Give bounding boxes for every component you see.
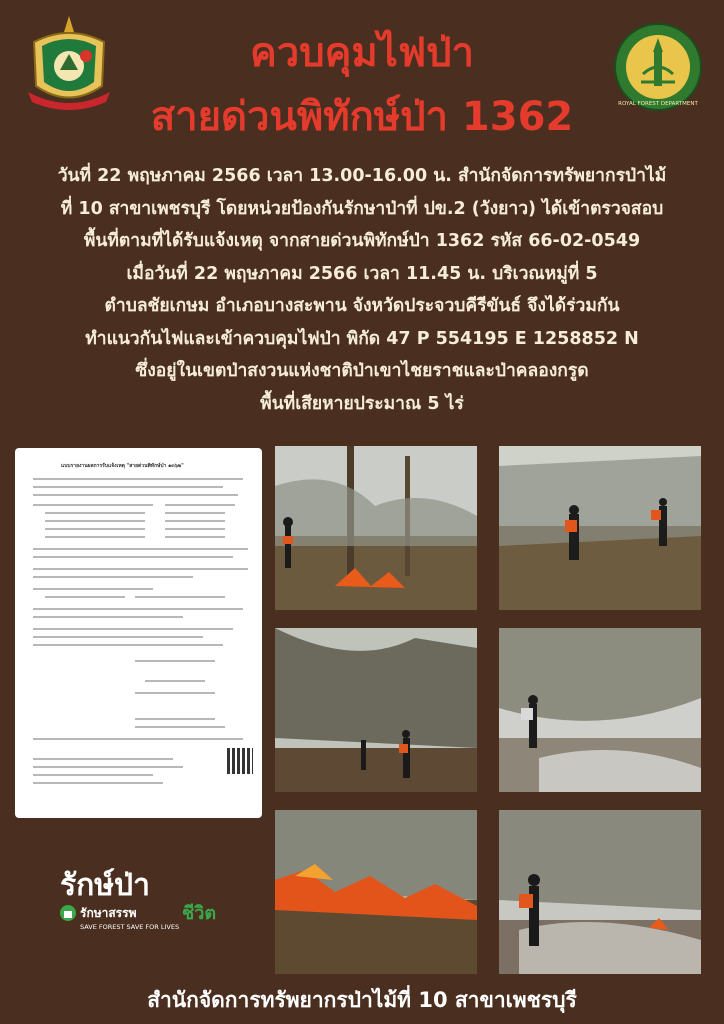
body-line: ตำบลชัยเกษม อำเภอบางสะพาน จังหวัดประจวบคีรีขันธ์ จึงได้ร่วมกัน: [104, 296, 620, 316]
report-form-heading: แบบรายงานผลการรับแจ้งเหตุ "สายด่วนพิทักษ์ป่า ๑๓๖๒": [61, 463, 184, 469]
body-line: ที่ 10 สาขาเพชรบุรี โดยหน่วยป้องกันรักษาป่าที่ ปข.2 (วังยาว) ได้เข้าตรวจสอบ: [60, 198, 664, 219]
body-line: ทำแนวกันไฟและเข้าควบคุมไฟป่า พิกัด 47 P 554195 E 1258852 N: [85, 328, 639, 349]
title-line-2: สายด่วนพิทักษ์ป่า 1362: [150, 94, 574, 140]
brand-sub-text: รักษาสรรพ: [80, 906, 137, 920]
right-logo-text: ROYAL FOREST DEPARTMENT: [618, 101, 698, 107]
report-form-document: [15, 448, 262, 818]
body-line: วันที่ 22 พฤษภาคม 2566 เวลา 13.00-16.00 น. สำนักจัดการทรัพยากรป่าไม้: [57, 166, 667, 186]
body-line: ซึ่งอยู่ในเขตป่าสงวนแห่งชาติป่าเขาไชยราชและป่าคลองกรูด: [135, 361, 589, 381]
header: [0, 0, 724, 150]
save-forest-brand-logo: [54, 855, 254, 935]
brand-slogan-text: SAVE FOREST SAVE FOR LIVES: [80, 923, 180, 931]
fire-photo-4: [499, 628, 701, 792]
title-line-1: ควบคุมไฟป่า: [249, 30, 475, 76]
footer-agency-name: สำนักจัดการทรัพยากรป่าไม้ที่ 10 สาขาเพชรบุรี: [147, 988, 577, 1012]
brand-accent-text: ชีวิต: [182, 903, 217, 924]
royal-forest-department-logo: [613, 22, 703, 112]
body-line: พื้นที่ตามที่ได้รับแจ้งเหตุ จากสายด่วนพิทักษ์ป่า 1362 รหัส 66-02-0549: [83, 231, 641, 251]
fire-photo-1: [275, 446, 477, 610]
body-line: พื้นที่เสียหายประมาณ 5 ไร่: [260, 393, 464, 414]
agency-emblem-logo: [22, 14, 116, 114]
brand-main-text: รักษ์ป่า: [60, 868, 150, 903]
body-line: เมื่อวันที่ 22 พฤษภาคม 2566 เวลา 11.45 น. บริเวณหมู่ที่ 5: [126, 263, 598, 284]
fire-photo-2: [499, 446, 701, 610]
announcement-body: [10, 160, 714, 420]
fire-photo-6: [499, 810, 701, 974]
fire-photo-5: [275, 810, 477, 974]
qr-code-icon: [227, 748, 253, 774]
fire-photo-3: [275, 628, 477, 792]
